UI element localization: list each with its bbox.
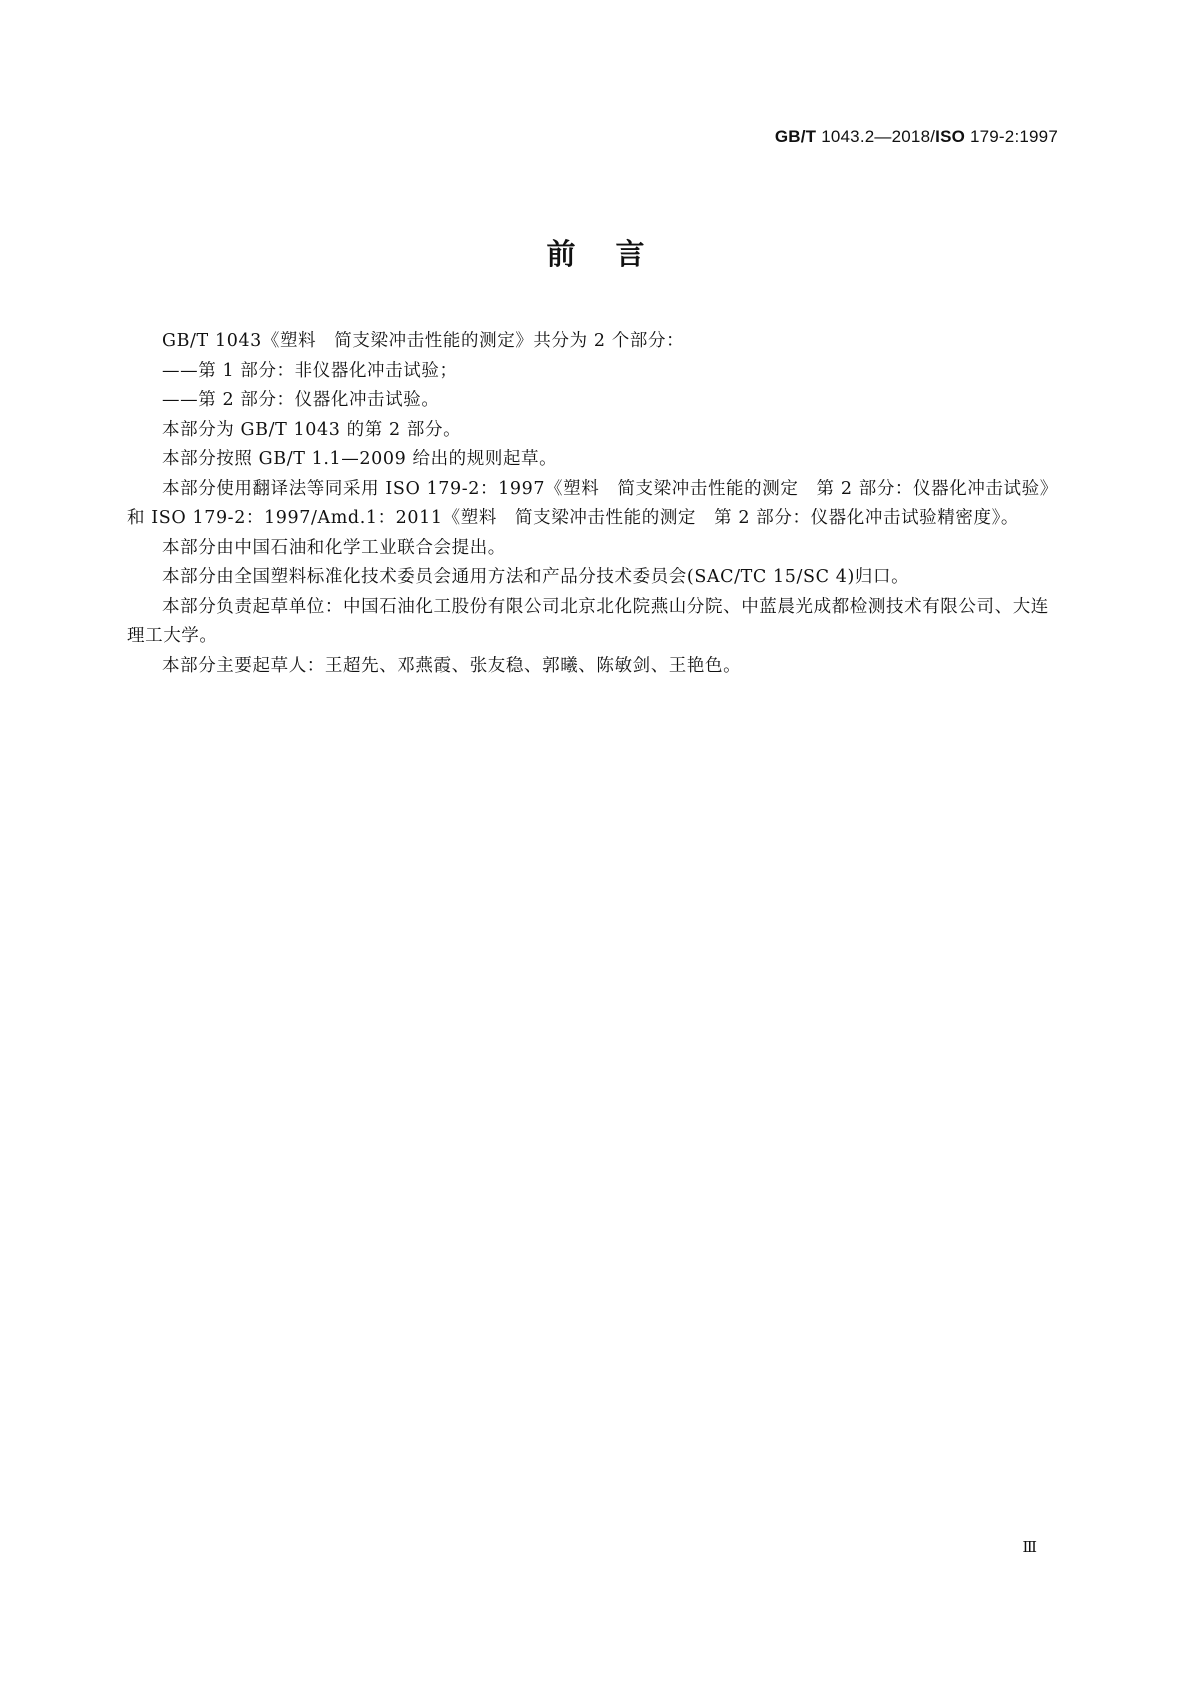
paragraph-part-1: ——第 1 部分：非仪器化冲击试验； bbox=[162, 360, 458, 381]
paragraph-proposed-by: 本部分由中国石油和化学工业联合会提出。 bbox=[162, 537, 506, 558]
page-title: 前言 bbox=[546, 237, 685, 271]
page-number: Ⅲ bbox=[1022, 1540, 1037, 1556]
standard-code-part: 179-2:1997 bbox=[965, 127, 1058, 146]
standard-code-header bbox=[775, 127, 1058, 147]
paragraph-parts-overview: GB/T 1043《塑料 简支梁冲击性能的测定》共分为 2 个部分： bbox=[162, 331, 685, 351]
standard-code-part: 1043.2—2018/ bbox=[816, 127, 936, 146]
paragraph-centralized-by: 本部分由全国塑料标准化技术委员会通用方法和产品分技术委员会(SAC/TC 15/SC 4)归口。 bbox=[162, 567, 910, 587]
paragraph-drafting-units: 本部分负责起草单位：中国石油化工股份有限公司北京北化院燕山分院、中蓝晨光成都检测技术有限公司、大连理工大学。 bbox=[127, 596, 1049, 646]
paragraph-adoption: 本部分使用翻译法等同采用 ISO 179-2：1997《塑料 简支梁冲击性能的测定 第 2 部分：仪器化冲击试验》和 ISO 179-2：1997/Amd.1：2011《塑料 简支梁冲击性能的测定 第 2 部分：仪器化冲击试验精密度》。 bbox=[127, 478, 1058, 528]
foreword-body bbox=[127, 327, 1064, 681]
standard-code-part: ISO bbox=[935, 127, 966, 146]
paragraph-part-2: ——第 2 部分：仪器化冲击试验。 bbox=[162, 390, 440, 410]
paragraph-drafters: 本部分主要起草人：王超先、邓燕霞、张友稳、郭曦、陈敏剑、王艳色。 bbox=[162, 655, 742, 676]
paragraph-drafting-rules: 本部分按照 GB/T 1.1—2009 给出的规则起草。 bbox=[162, 449, 558, 469]
standard-code-part: GB/T bbox=[774, 127, 817, 146]
paragraph-this-part: 本部分为 GB/T 1043 的第 2 部分。 bbox=[162, 419, 462, 440]
